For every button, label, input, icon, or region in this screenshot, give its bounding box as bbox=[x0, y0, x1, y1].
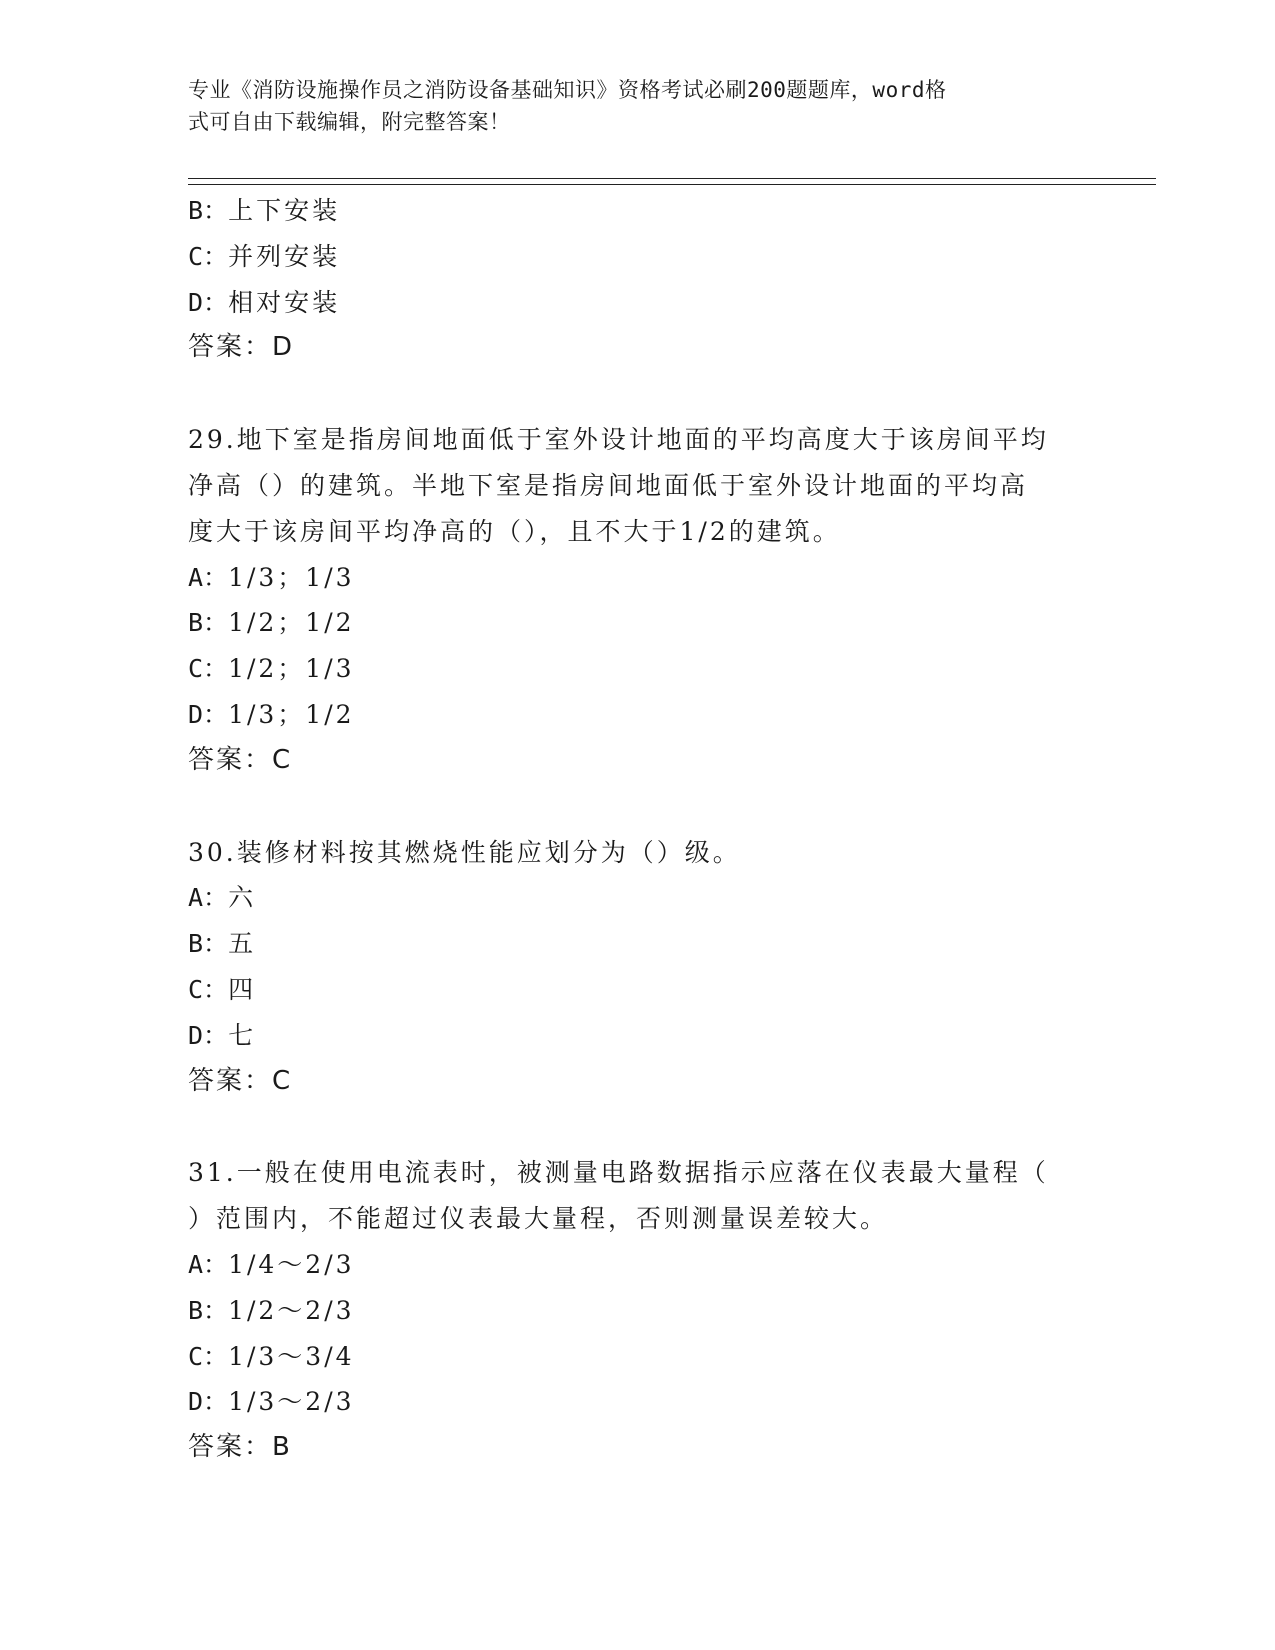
option-text: 1/3～2/3 bbox=[228, 1387, 355, 1417]
question-30 bbox=[188, 830, 1088, 1105]
option-label: D： bbox=[188, 1387, 229, 1417]
question-text-line: 净高（）的建筑。半地下室是指房间地面低于室外设计地面的平均高 bbox=[188, 470, 1029, 500]
option-c bbox=[188, 646, 1088, 692]
question-text-line: 31.一般在使用电流表时，被测量电路数据指示应落在仪表最大量程（ bbox=[188, 1158, 1049, 1188]
option-label: A： bbox=[188, 1249, 229, 1279]
option-text: 1/3；1/2 bbox=[228, 699, 355, 729]
header-divider-bottom bbox=[188, 184, 1156, 185]
option-label: C： bbox=[188, 241, 229, 271]
option-text: 并列安装 bbox=[228, 241, 341, 271]
question-28 bbox=[188, 188, 1088, 371]
option-c bbox=[188, 967, 1088, 1013]
option-c bbox=[188, 1334, 1088, 1380]
question-text-line: 30.装修材料按其燃烧性能应划分为（）级。 bbox=[188, 837, 741, 867]
option-text: 1/2；1/2 bbox=[228, 608, 355, 638]
option-b bbox=[188, 188, 1088, 234]
option-text: 1/3；1/3 bbox=[228, 562, 355, 592]
option-b bbox=[188, 600, 1088, 646]
option-text: 上下安装 bbox=[228, 196, 341, 225]
option-label: B： bbox=[188, 929, 229, 959]
option-d bbox=[188, 280, 1088, 326]
option-label: B： bbox=[188, 608, 229, 638]
document-header bbox=[188, 74, 1068, 138]
option-text: 1/4～2/3 bbox=[228, 1249, 355, 1279]
option-text: 1/3～3/4 bbox=[228, 1341, 355, 1371]
option-label: D： bbox=[188, 1020, 229, 1050]
header-line-2: 式可自由下载编辑，附完整答案！ bbox=[188, 110, 511, 134]
question-list bbox=[188, 188, 1088, 1471]
option-text: 1/2；1/3 bbox=[228, 654, 355, 684]
option-d bbox=[188, 692, 1088, 738]
header-divider-top bbox=[188, 178, 1156, 179]
question-29 bbox=[188, 417, 1088, 783]
option-d bbox=[188, 1013, 1088, 1059]
option-label: A： bbox=[188, 883, 229, 913]
option-text: 相对安装 bbox=[228, 287, 341, 317]
question-text-line: ）范围内，不能超过仪表最大量程，否则测量误差较大。 bbox=[188, 1204, 889, 1234]
answer: 答案：B bbox=[188, 1432, 292, 1463]
option-a bbox=[188, 875, 1088, 921]
option-text: 五 bbox=[228, 929, 257, 959]
option-c bbox=[188, 234, 1088, 280]
option-text: 1/2～2/3 bbox=[228, 1295, 355, 1325]
answer: 答案：C bbox=[188, 744, 293, 775]
question-31 bbox=[188, 1150, 1088, 1471]
option-label: C： bbox=[188, 1341, 229, 1371]
question-text-line: 度大于该房间平均净高的（），且不大于1/2的建筑。 bbox=[188, 516, 841, 546]
option-label: B： bbox=[188, 196, 229, 225]
answer: 答案：D bbox=[188, 332, 295, 363]
option-b bbox=[188, 1288, 1088, 1334]
answer: 答案：C bbox=[188, 1065, 293, 1096]
option-label: A： bbox=[188, 562, 229, 592]
question-text-line: 29.地下室是指房间地面低于室外设计地面的平均高度大于该房间平均 bbox=[188, 425, 1049, 455]
option-d bbox=[188, 1379, 1088, 1425]
option-label: D： bbox=[188, 699, 229, 729]
option-a bbox=[188, 1242, 1088, 1288]
option-b bbox=[188, 921, 1088, 967]
option-text: 六 bbox=[228, 883, 257, 913]
option-label: B： bbox=[188, 1295, 229, 1325]
option-label: C： bbox=[188, 654, 229, 684]
option-label: D： bbox=[188, 287, 229, 317]
option-text: 七 bbox=[228, 1020, 257, 1050]
option-label: C： bbox=[188, 974, 229, 1004]
option-a bbox=[188, 555, 1088, 601]
header-line-1: 专业《消防设施操作员之消防设备基础知识》资格考试必刷200题题库，word格 bbox=[188, 78, 947, 102]
option-text: 四 bbox=[228, 974, 257, 1004]
